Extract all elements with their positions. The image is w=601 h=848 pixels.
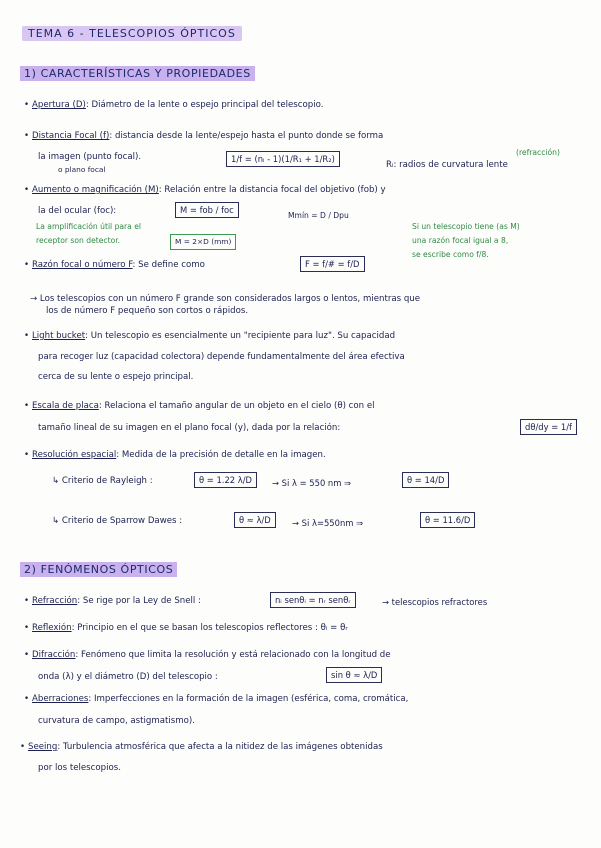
rayleigh-result: θ = 14/D — [402, 472, 449, 488]
item-seeing: • Seeing: Turbulencia atmosférica que afecta a la nitidez de las imágenes obtenidas — [20, 742, 383, 752]
item-reflexion: • Reflexión: Principio en el que se basan los telescopios reflectores : θᵢ = θᵣ — [24, 623, 348, 633]
rayleigh-arrow: → Si λ = 550 nm ⇒ — [272, 478, 352, 488]
aberraciones-line-2: curvatura de campo, astigmatismo). — [38, 716, 195, 726]
razon-note-1: → Los telescopios con un número F grande son considerados largos o lentos, mientras que — [30, 294, 421, 304]
escala-line-2: tamaño lineal de su imagen en el plano focal (y), dada por la relación: — [38, 423, 341, 433]
rayleigh-label: ↳ Criterio de Rayleigh : — [52, 476, 153, 486]
item-resolucion: • Resolución espacial: Medida de la precisión de detalle en la imagen. — [24, 450, 326, 460]
aumento-mmin: Mmín = D / Dpu — [288, 211, 349, 220]
item-apertura: • Apertura (D): Diámetro de la lente o espejo principal del telescopio. — [24, 100, 324, 110]
sparrow-result: θ = 11.6/D — [420, 512, 475, 528]
item-razon-focal: • Razón focal o número F: Se define como — [24, 260, 205, 270]
item-aumento: • Aumento o magnificación (M): Relación entre la distancia focal del objetivo (fob) y — [24, 185, 386, 195]
sparrow-label: ↳ Criterio de Sparrow Dawes : — [52, 516, 183, 526]
difraccion-line-2: onda (λ) y el diámetro (D) del telescopio : — [38, 672, 218, 682]
razon-formula: F = f/# = f/D — [300, 256, 365, 272]
aumento-line-2: la del ocular (foc): — [38, 206, 117, 216]
refraccion-formula: nᵢ senθᵢ = nᵣ senθᵣ — [270, 592, 356, 608]
aumento-side-note-1: Si un telescopio tiene (as M) — [412, 222, 520, 231]
aumento-green-2: receptor son detector. — [36, 236, 121, 245]
light-line-2: para recoger luz (capacidad colectora) depende fundamentalmente del área efectiva — [38, 352, 405, 362]
item-aberraciones: • Aberraciones: Imperfecciones en la formación de la imagen (esférica, coma, cromática, — [24, 694, 409, 704]
escala-formula: dθ/dy = 1/f — [520, 419, 577, 435]
focal-sub: o plano focal — [58, 165, 106, 174]
aumento-formula-2: M = 2×D (mm) — [170, 234, 236, 250]
sparrow-arrow: → Si λ=550nm ⇒ — [292, 518, 364, 528]
sparrow-formula: θ ≈ λ/D — [234, 512, 276, 528]
focal-formula: 1/f = (nₗ - 1)(1/R₁ + 1/R₂) — [226, 151, 340, 167]
item-escala-placa: • Escala de placa: Relaciona el tamaño angular de un objeto en el cielo (θ) con el — [24, 401, 375, 411]
razon-note-2: los de número F pequeño son cortos o rápidos. — [46, 306, 249, 316]
aumento-green-1: La amplificación útil para el — [36, 222, 142, 231]
rayleigh-formula: θ = 1.22 λ/D — [194, 472, 257, 488]
focal-radii: Rᵢ: radios de curvatura lente — [386, 160, 508, 170]
difraccion-formula: sin θ ≈ λ/D — [326, 667, 382, 683]
item-difraccion: • Difracción: Fenómeno que limita la resolución y está relacionado con la longitud de — [24, 650, 391, 660]
focal-line-2: la imagen (punto focal). — [38, 152, 142, 162]
seeing-line-2: por los telescopios. — [38, 763, 121, 773]
item-light-bucket: • Light bucket: Un telescopio es esencialmente un "recipiente para luz". Su capacidad — [24, 331, 396, 341]
section-heading-1: 1) CARACTERÍSTICAS Y PROPIEDADES — [20, 66, 255, 81]
aumento-side-note-3: se escribe como f/8. — [412, 250, 489, 259]
aumento-side-note-2: una razón focal igual a 8, — [412, 236, 509, 245]
refraccion-after: → telescopios refractores — [382, 597, 488, 607]
page-title: TEMA 6 - TELESCOPIOS ÓPTICOS — [22, 26, 242, 41]
reflexion-formula: θᵢ = θᵣ — [320, 623, 348, 633]
item-refraccion: • Refracción: Se rige por la Ley de Snell : — [24, 596, 201, 606]
aumento-formula: M = fob / foc — [175, 202, 239, 218]
refraction-note: (refracción) — [516, 148, 560, 157]
item-distancia-focal: • Distancia Focal (f): distancia desde la lente/espejo hasta el punto donde se forma — [24, 131, 384, 141]
section-heading-2: 2) FENÓMENOS ÓPTICOS — [20, 562, 177, 577]
light-line-3: cerca de su lente o espejo principal. — [38, 372, 194, 382]
